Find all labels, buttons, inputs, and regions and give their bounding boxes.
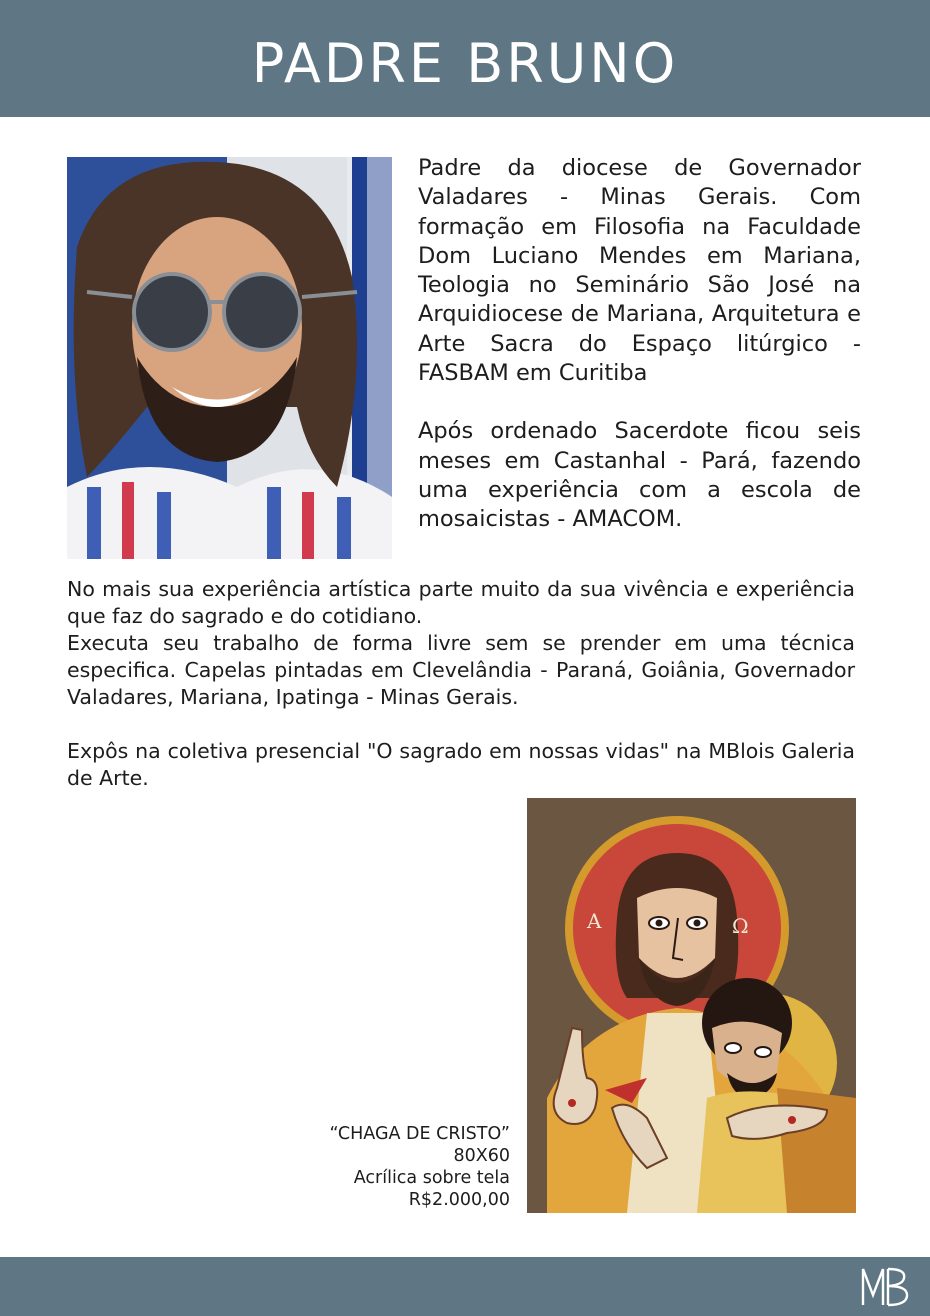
bio-paragraph: Padre da diocese de Governador Valadares - Minas Gerais. Com formação em Filosofia na Faculdade Dom Luciano Mendes em Mariana, Teologia no Seminário São José na Arquidiocese de Mariana, Arquitetura e Arte Sacra do Espaço litúrgico - FASBAM em Curitiba <box>418 155 861 387</box>
artwork-caption <box>240 1123 510 1211</box>
artwork-dimensions: 80X60 <box>453 1146 510 1166</box>
artwork-price: R$2.000,00 <box>408 1190 510 1210</box>
footer-band <box>0 1257 930 1316</box>
svg-text:A: A <box>587 909 602 933</box>
artwork-medium: Acrílica sobre tela <box>353 1168 510 1188</box>
mb-monogram-logo-icon <box>860 1265 912 1307</box>
bio-text <box>418 154 861 535</box>
svg-text:Ω: Ω <box>732 914 749 938</box>
bio-paragraph: Após ordenado Sacerdote ficou seis meses em Castanhal - Pará, fazendo uma experiência com a escola de mosaicistas - AMACOM. <box>418 418 861 533</box>
body-paragraph: Executa seu trabalho de forma livre sem se prender em uma técnica especifica. Capelas pintadas em Clevelândia - Paraná, Goiânia, Governador Valadares, Mariana, Ipatinga - Minas Gerais. <box>67 631 855 709</box>
artwork-title: “CHAGA DE CRISTO” <box>329 1124 510 1144</box>
body-paragraph: Expôs na coletiva presencial "O sagrado em nossas vidas" na MBlois Galeria de Arte. <box>67 739 855 790</box>
artwork-image <box>527 798 856 1213</box>
header-band <box>0 0 930 117</box>
body-paragraph: No mais sua experiência artística parte muito da sua vivência e experiência que faz do sagrado e do cotidiano. <box>67 577 855 628</box>
portrait-photo <box>67 157 392 559</box>
body-text <box>67 576 855 792</box>
page-title: PADRE BRUNO <box>251 32 679 95</box>
